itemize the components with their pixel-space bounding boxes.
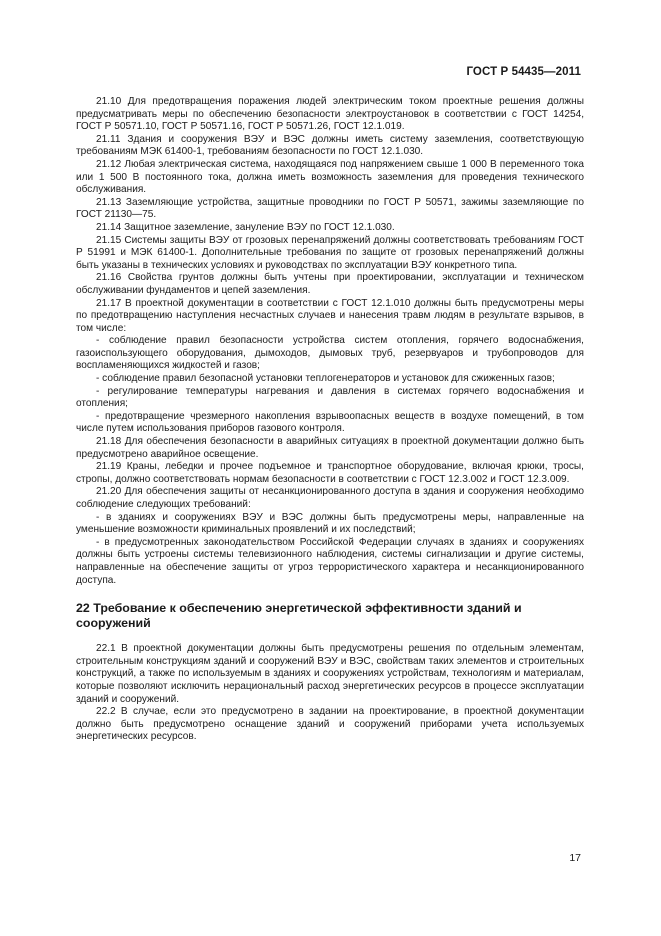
standard-header: ГОСТ Р 54435—2011 bbox=[466, 66, 581, 78]
section-title: 22 Требование к обеспечению энергетической эффективности зданий и сооружений bbox=[76, 601, 522, 631]
paragraph: 21.17 В проектной документации в соответствии с ГОСТ 12.1.010 должны быть предусмотрены меры по предотвращению наступления несчастных случаев и нанесения травм людям в результате взрывов, в том числе: bbox=[76, 297, 584, 334]
paragraph: 22.2 В случае, если это предусмотрено в задании на проектирование, в проектной документации должно быть предусмотрено оснащение зданий и сооружений приборами учета используемых энергетических ресурсов. bbox=[76, 706, 584, 743]
paragraph: - в предусмотренных законодательством Российской Федерации случаях в зданиях и сооружениях должны быть устроены системы телевизионного наблюдения, системы сигнализации и другие системы, направленные на обеспечение защиты от угроз террористического характера и несанкционированного доступа. bbox=[76, 536, 584, 586]
paragraph: - соблюдение правил безопасной установки теплогенераторов и установок для сжиженных газов; bbox=[96, 373, 555, 385]
paragraph: 21.18 Для обеспечения безопасности в аварийных ситуациях в проектной документации должно быть предусмотрено аварийное освещение. bbox=[76, 436, 584, 460]
paragraph: 21.13 Заземляющие устройства, защитные проводники по ГОСТ Р 50571, зажимы заземляющие по ГОСТ 21130—75. bbox=[76, 196, 584, 221]
paragraph: - в зданиях и сооружениях ВЭУ и ВЭС должны быть предусмотрены меры, направленные на уменьшение возможности криминальных проявлений и их последствий; bbox=[76, 511, 584, 536]
paragraph: 22.1 В проектной документации должны быть предусмотрены решения по отдельным элементам, строительным конструкциям зданий и сооружений ВЭУ и ВЭС, свойствам таких элементов и строительных конструкций, а также по используемым в зданиях и сооружениях устройствам, технологиям и материалам, которые позволяют исключить нерациональный расход энергетических ресурсов в процессе эксплуатации зданий и сооружений. bbox=[76, 643, 584, 705]
page-content bbox=[76, 96, 584, 744]
paragraph: 21.12 Любая электрическая система, находящаяся под напряжением свыше 1 000 В переменного тока или 1 500 В постоянного тока, должна иметь возможность заземления для проведения технического обслуживания. bbox=[76, 158, 584, 196]
page-number: 17 bbox=[569, 852, 581, 864]
section-21-paragraphs bbox=[76, 96, 584, 587]
section-22-paragraphs bbox=[76, 643, 584, 744]
paragraph: 21.20 Для обеспечения защиты от несанкционированного доступа в здания и сооружения необходимо соблюдение следующих требований: bbox=[76, 486, 584, 510]
paragraph: 21.11 Здания и сооружения ВЭУ и ВЭС должны иметь систему заземления, соответствующую требованиям МЭК 61400-1, требованиям безопасности по ГОСТ 12.1.030. bbox=[76, 133, 584, 158]
paragraph: - регулирование температуры нагревания и давления в системах горячего водоснабжения и отопления; bbox=[76, 385, 584, 410]
paragraph: - предотвращение чрезмерного накопления взрывоопасных веществ в воздухе помещений, в том числе путем использования приборов газового контроля. bbox=[76, 410, 584, 435]
paragraph: - соблюдение правил безопасности устройства систем отопления, горячего водоснабжения, газоиспользующего оборудования, дымоходов, дымовых труб, резервуаров и трубопроводов для воспламеняющихся жидкостей и газов; bbox=[76, 335, 584, 372]
paragraph: 21.19 Краны, лебедки и прочее подъемное и транспортное оборудование, включая крюки, тросы, стропы, должно соответствовать нормам безопасности в соответствии с ГОСТ 12.3.002 и ГОСТ 12.3.009. bbox=[76, 461, 584, 485]
paragraph: 21.16 Свойства грунтов должны быть учтены при проектировании, эксплуатации и техническом обслуживании фундаментов и цепей заземления. bbox=[76, 272, 584, 296]
paragraph: 21.15 Системы защиты ВЭУ от грозовых перенапряжений должны соответствовать требованиям ГОСТ Р 51991 и МЭК 61400-1. Дополнительные требования по защите от грозовых перенапряжений должны быть указаны в технических условиях и руководствах по эксплуатации ВЭУ конкретного типа. bbox=[76, 234, 584, 271]
paragraph: 21.14 Защитное заземление, зануление ВЭУ по ГОСТ 12.1.030. bbox=[96, 221, 395, 233]
paragraph: 21.10 Для предотвращения поражения людей электрическим током проектные решения должны предусматривать меры по обеспечению безопасности электроустановок в соответствии с ГОСТ 14254, ГОСТ Р 50571.10, ГОСТ Р 50571.16, ГОСТ Р 50571.26, ГОСТ 12.1.019. bbox=[76, 96, 584, 133]
